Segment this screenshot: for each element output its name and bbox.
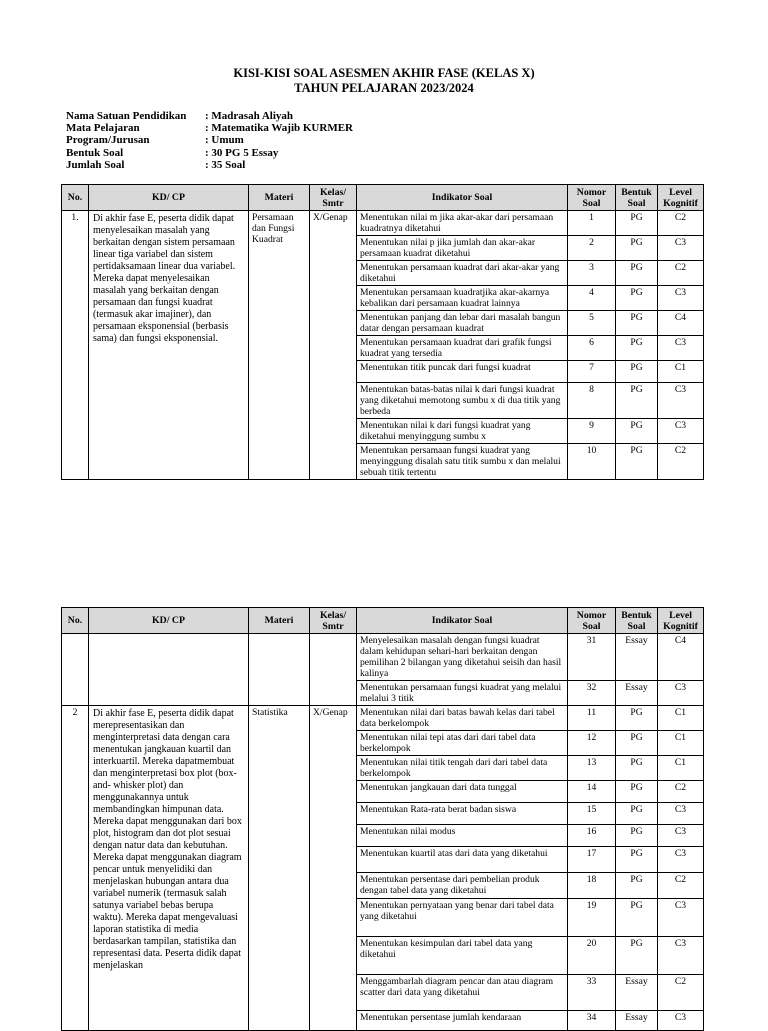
info-value: : Madrasah Aliyah xyxy=(205,110,294,122)
bentuk-cell: PG xyxy=(616,937,658,975)
level-cell: C1 xyxy=(658,731,704,756)
bentuk-cell: PG xyxy=(616,847,658,873)
kisi-kisi-table-page-1 xyxy=(61,184,704,480)
nomor-cell: 12 xyxy=(568,731,616,756)
indikator-cell: Menentukan nilai p jika jumlah dan akar-akar persamaan kuadrat diketahui xyxy=(357,236,568,261)
indikator-cell: Menggambarlah diagram pencar dan atau diagram scatter dari data yang diketahui xyxy=(357,975,568,1011)
nomor-cell: 3 xyxy=(568,261,616,286)
header-bentuk: Bentuk Soal xyxy=(616,185,658,211)
nomor-cell: 32 xyxy=(568,681,616,706)
bentuk-cell: PG xyxy=(616,444,658,480)
bentuk-cell: PG xyxy=(616,756,658,781)
level-cell: C3 xyxy=(658,937,704,975)
nomor-cell: 17 xyxy=(568,847,616,873)
indikator-cell: Menentukan Rata-rata berat badan siswa xyxy=(357,803,568,825)
table-row xyxy=(62,706,704,731)
bentuk-cell: Essay xyxy=(616,634,658,681)
bentuk-cell: Essay xyxy=(616,1011,658,1031)
indikator-cell: Menentukan persentase jumlah kendaraan xyxy=(357,1011,568,1031)
level-cell: C3 xyxy=(658,419,704,444)
bentuk-cell: PG xyxy=(616,706,658,731)
nomor-cell: 33 xyxy=(568,975,616,1011)
kd-cp-text: Di akhir fase E, peserta didik dapat merepresentasikan dan menginterpretasi data dengan cara menentukan jangkauan kuartil dan interkuartil. Mereka dapatmembuat dan menginterpretasi box plot (box-and- whisker plot) dan menggunakannya untuk membandingkan himpunan data. Mereka dapat menggunakan dari box plot, histogram dan dot plot sesuai dengan natur data dan kebutuhan. Mereka dapat menggunakan diagram pencar untuk menyelidiki dan menjelaskan hubungan antara dua variabel numerik (termasuk salah satunya variabel bebas berupa waktu). Mereka dapat mengevaluasi laporan statistika di media berdasarkan tampilan, statistika dan representasi data. Peserta didik dapat menjelaskan xyxy=(89,706,249,1031)
indikator-cell: Menentukan persamaan kuadrat dari grafik fungsi kuadrat yang tersedia xyxy=(357,336,568,361)
nomor-cell: 18 xyxy=(568,873,616,899)
indikator-cell: Menyelesaikan masalah dengan fungsi kuadrat dalam kehidupan sehari-hari berkaitan dengan pemilihan 2 bilangan yang diketahui seisih dan hasil kalinya xyxy=(357,634,568,681)
indikator-cell: Menentukan panjang dan lebar dari masalah bangun datar dengan persamaan kuadrat xyxy=(357,311,568,336)
level-cell: C3 xyxy=(658,336,704,361)
nomor-cell: 19 xyxy=(568,899,616,937)
header-nomor: Nomor Soal xyxy=(568,608,616,634)
header-level: Level Kognitif xyxy=(658,185,704,211)
indikator-cell: Menentukan nilai tepi atas dari dari tabel data berkelompok xyxy=(357,731,568,756)
indikator-cell: Menentukan jangkauan dari data tunggal xyxy=(357,781,568,803)
header-kelas: Kelas/ Smtr xyxy=(310,185,357,211)
info-value: : 30 PG 5 Essay xyxy=(205,146,279,159)
level-cell: C3 xyxy=(658,847,704,873)
indikator-cell: Menentukan nilai dari batas bawah kelas dari tabel data berkelompok xyxy=(357,706,568,731)
nomor-cell: 7 xyxy=(568,361,616,383)
indikator-cell: Menentukan kesimpulan dari tabel data yang diketahui xyxy=(357,937,568,975)
level-cell: C2 xyxy=(658,444,704,480)
kelas-empty xyxy=(310,634,357,706)
nomor-cell: 6 xyxy=(568,336,616,361)
table-row xyxy=(62,634,704,681)
bentuk-cell: PG xyxy=(616,873,658,899)
level-cell: C4 xyxy=(658,311,704,336)
nomor-cell: 2 xyxy=(568,236,616,261)
nomor-cell: 13 xyxy=(568,756,616,781)
level-cell: C3 xyxy=(658,681,704,706)
row-no-empty xyxy=(62,634,89,706)
level-cell: C3 xyxy=(658,899,704,937)
bentuk-cell: PG xyxy=(616,899,658,937)
header-indikator: Indikator Soal xyxy=(357,608,568,634)
level-cell: C1 xyxy=(658,361,704,383)
level-cell: C2 xyxy=(658,873,704,899)
bentuk-cell: PG xyxy=(616,286,658,311)
indikator-cell: Menentukan nilai m jika akar-akar dari persamaan kuadratnya diketahui xyxy=(357,211,568,236)
bentuk-cell: PG xyxy=(616,336,658,361)
info-label: Nama Satuan Pendidikan xyxy=(66,110,187,122)
indikator-cell: Menentukan persamaan kuadratjika akar-akarnya kebalikan dari persamaan kuadrat lainnya xyxy=(357,286,568,311)
nomor-cell: 31 xyxy=(568,634,616,681)
nomor-cell: 4 xyxy=(568,286,616,311)
level-cell: C3 xyxy=(658,286,704,311)
bentuk-cell: PG xyxy=(616,383,658,419)
indikator-cell: Menentukan batas-batas nilai k dari fungsi kuadrat yang diketahui memotong sumbu x di dua titik yang berbeda xyxy=(357,383,568,419)
bentuk-cell: PG xyxy=(616,731,658,756)
header-materi: Materi xyxy=(249,185,310,211)
table-header xyxy=(62,608,704,634)
document-subtitle: TAHUN PELAJARAN 2023/2024 xyxy=(294,81,474,95)
info-value: : Matematika Wajib KURMER xyxy=(205,122,353,135)
document-title: KISI-KISI SOAL ASESMEN AKHIR FASE (KELAS X) xyxy=(233,66,535,80)
kelas-text: X/Genap xyxy=(310,706,357,1031)
bentuk-cell: Essay xyxy=(616,681,658,706)
materi-empty xyxy=(249,634,310,706)
level-cell: C2 xyxy=(658,261,704,286)
materi-text: Persamaan dan Fungsi Kuadrat xyxy=(249,211,310,480)
level-cell: C2 xyxy=(658,975,704,1011)
info-value: : 35 Soal xyxy=(205,158,246,171)
kelas-text: X/Genap xyxy=(310,211,357,480)
level-cell: C1 xyxy=(658,756,704,781)
header-kd: KD/ CP xyxy=(89,185,249,211)
info-label: Bentuk Soal xyxy=(66,146,124,159)
row-no: 2 xyxy=(62,706,89,1031)
info-label: Program/Jurusan xyxy=(66,134,150,147)
header-no: No. xyxy=(62,608,89,634)
header-kd: KD/ CP xyxy=(89,608,249,634)
level-cell: C2 xyxy=(658,211,704,236)
header-indikator: Indikator Soal xyxy=(357,185,568,211)
materi-text: Statistika xyxy=(249,706,310,1031)
info-value: : Umum xyxy=(205,134,244,147)
nomor-cell: 11 xyxy=(568,706,616,731)
kd-cp-empty xyxy=(89,634,249,706)
indikator-cell: Menentukan titik puncak dari fungsi kuadrat xyxy=(357,361,568,383)
level-cell: C4 xyxy=(658,634,704,681)
nomor-cell: 16 xyxy=(568,825,616,847)
bentuk-cell: Essay xyxy=(616,975,658,1011)
header-materi: Materi xyxy=(249,608,310,634)
indikator-cell: Menentukan persamaan fungsi kuadrat yang melalui melalui 3 titik xyxy=(357,681,568,706)
indikator-cell: Menentukan persamaan kuadrat dari akar-akar yang diketahui xyxy=(357,261,568,286)
bentuk-cell: PG xyxy=(616,419,658,444)
info-label: Mata Pelajaran xyxy=(66,122,140,135)
bentuk-cell: PG xyxy=(616,311,658,336)
indikator-cell: Menentukan pernyataan yang benar dari tabel data yang diketahui xyxy=(357,899,568,937)
nomor-cell: 9 xyxy=(568,419,616,444)
bentuk-cell: PG xyxy=(616,825,658,847)
indikator-cell: Menentukan nilai modus xyxy=(357,825,568,847)
nomor-cell: 1 xyxy=(568,211,616,236)
level-cell: C3 xyxy=(658,236,704,261)
nomor-cell: 5 xyxy=(568,311,616,336)
nomor-cell: 20 xyxy=(568,937,616,975)
header-nomor: Nomor Soal xyxy=(568,185,616,211)
kd-cp-text: Di akhir fase E, peserta didik dapat menyelesaikan masalah yang berkaitan dengan sistem persamaan linear tiga variabel dan sistem pertidaksamaan linear dua variabel. Mereka dapat menyelesaikan masalah yang berkaitan dengan persamaan dan fungsi kuadrat (termasuk akar imajiner), dan persamaan eksponensial (berbasis sama) dan fungsi eksponensial. xyxy=(89,211,249,480)
bentuk-cell: PG xyxy=(616,803,658,825)
nomor-cell: 34 xyxy=(568,1011,616,1031)
indikator-cell: Menentukan kuartil atas dari data yang diketahui xyxy=(357,847,568,873)
level-cell: C3 xyxy=(658,1011,704,1031)
bentuk-cell: PG xyxy=(616,781,658,803)
level-cell: C2 xyxy=(658,781,704,803)
indikator-cell: Menentukan persamaan fungsi kuadrat yang menyinggung disalah satu titik sumbu x dan melalui sebuah titik tertentu xyxy=(357,444,568,480)
info-label: Jumlah Soal xyxy=(66,158,125,171)
header-no: No. xyxy=(62,185,89,211)
table-row xyxy=(62,211,704,236)
nomor-cell: 15 xyxy=(568,803,616,825)
level-cell: C3 xyxy=(658,803,704,825)
identity-block xyxy=(66,110,353,171)
indikator-cell: Menentukan nilai titik tengah dari dari tabel data berkelompok xyxy=(357,756,568,781)
nomor-cell: 14 xyxy=(568,781,616,803)
level-cell: C3 xyxy=(658,825,704,847)
table-header xyxy=(62,185,704,211)
level-cell: C1 xyxy=(658,706,704,731)
header-level: Level Kognitif xyxy=(658,608,704,634)
bentuk-cell: PG xyxy=(616,211,658,236)
bentuk-cell: PG xyxy=(616,361,658,383)
indikator-cell: Menentukan persentase dari pembelian produk dengan tabel data yang diketahui xyxy=(357,873,568,899)
indikator-cell: Menentukan nilai k dari fungsi kuadrat yang diketahui menyinggung sumbu x xyxy=(357,419,568,444)
level-cell: C3 xyxy=(658,383,704,419)
bentuk-cell: PG xyxy=(616,236,658,261)
row-no: 1. xyxy=(62,211,89,480)
header-kelas: Kelas/ Smtr xyxy=(310,608,357,634)
kisi-kisi-table-page-2 xyxy=(61,607,704,1031)
bentuk-cell: PG xyxy=(616,261,658,286)
nomor-cell: 10 xyxy=(568,444,616,480)
header-bentuk: Bentuk Soal xyxy=(616,608,658,634)
nomor-cell: 8 xyxy=(568,383,616,419)
